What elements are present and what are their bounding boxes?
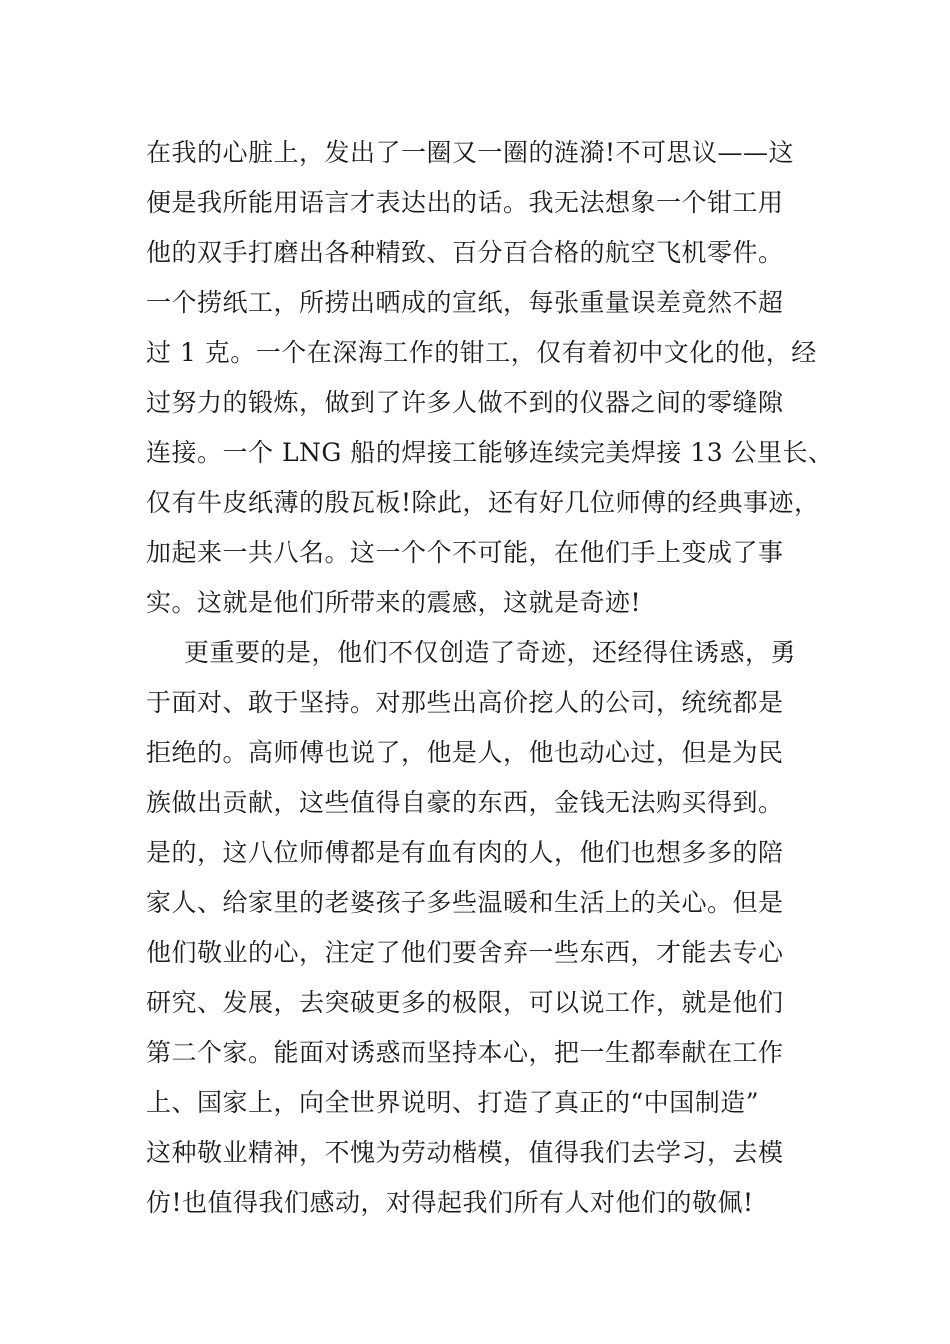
- text-line: 上、国家上，向全世界说明、打造了真正的“中国制造”: [146, 1088, 760, 1117]
- text-line: 拒绝的。高师傅也说了，他是人，他也动心过，但是为民: [146, 738, 784, 767]
- text-line: 研究、发展，去突破更多的极限，可以说工作，就是他们: [146, 988, 784, 1017]
- text-line: 他们敬业的心，注定了他们要舍弃一些东西，才能去专心: [146, 938, 784, 967]
- text-line: 族做出贡献，这些值得自豪的东西，金钱无法购买得到。: [146, 788, 784, 817]
- paragraph-1: [146, 128, 834, 628]
- paragraph-2: [146, 628, 826, 1228]
- text-line: 家人、给家里的老婆孩子多些温暖和生活上的关心。但是: [146, 888, 784, 917]
- document-body: [146, 128, 834, 1228]
- text-line: 于面对、敢于坚持。对那些出高价挖人的公司，统统都是: [146, 688, 784, 717]
- text-line: 仿!也值得我们感动，对得起我们所有人对他们的敬佩!: [146, 1188, 754, 1217]
- text-line: 一个捞纸工，所捞出晒成的宣纸，每张重量误差竟然不超: [146, 288, 784, 317]
- text-line: 连接。一个 LNG 船的焊接工能够连续完美焊接 13 公里长、: [146, 438, 834, 467]
- text-line: 是的，这八位师傅都是有血有肉的人，他们也想多多的陪: [146, 838, 784, 867]
- text-line: 加起来一共八名。这一个个不可能，在他们手上变成了事: [146, 538, 784, 567]
- text-line-indented: 更重要的是，他们不仅创造了奇迹，还经得住诱惑，勇: [184, 638, 797, 667]
- text-line: 在我的心脏上，发出了一圈又一圈的涟漪!不可思议——这: [146, 138, 795, 167]
- text-line: 他的双手打磨出各种精致、百分百合格的航空飞机零件。: [146, 238, 784, 267]
- text-line: 这种敬业精神，不愧为劳动楷模，值得我们去学习，去模: [146, 1138, 784, 1167]
- text-line: 便是我所能用语言才表达出的话。我无法想象一个钳工用: [146, 188, 784, 217]
- text-line: 第二个家。能面对诱惑而坚持本心，把一生都奉献在工作: [146, 1038, 784, 1067]
- text-line: 过努力的锻炼，做到了许多人做不到的仪器之间的零缝隙: [146, 388, 784, 417]
- text-line: 过 1 克。一个在深海工作的钳工，仅有着初中文化的他，经: [146, 338, 817, 367]
- text-line: 仅有牛皮纸薄的殷瓦板!除此，还有好几位师傅的经典事迹，: [146, 488, 820, 517]
- text-line: 实。这就是他们所带来的震感，这就是奇迹!: [146, 588, 642, 617]
